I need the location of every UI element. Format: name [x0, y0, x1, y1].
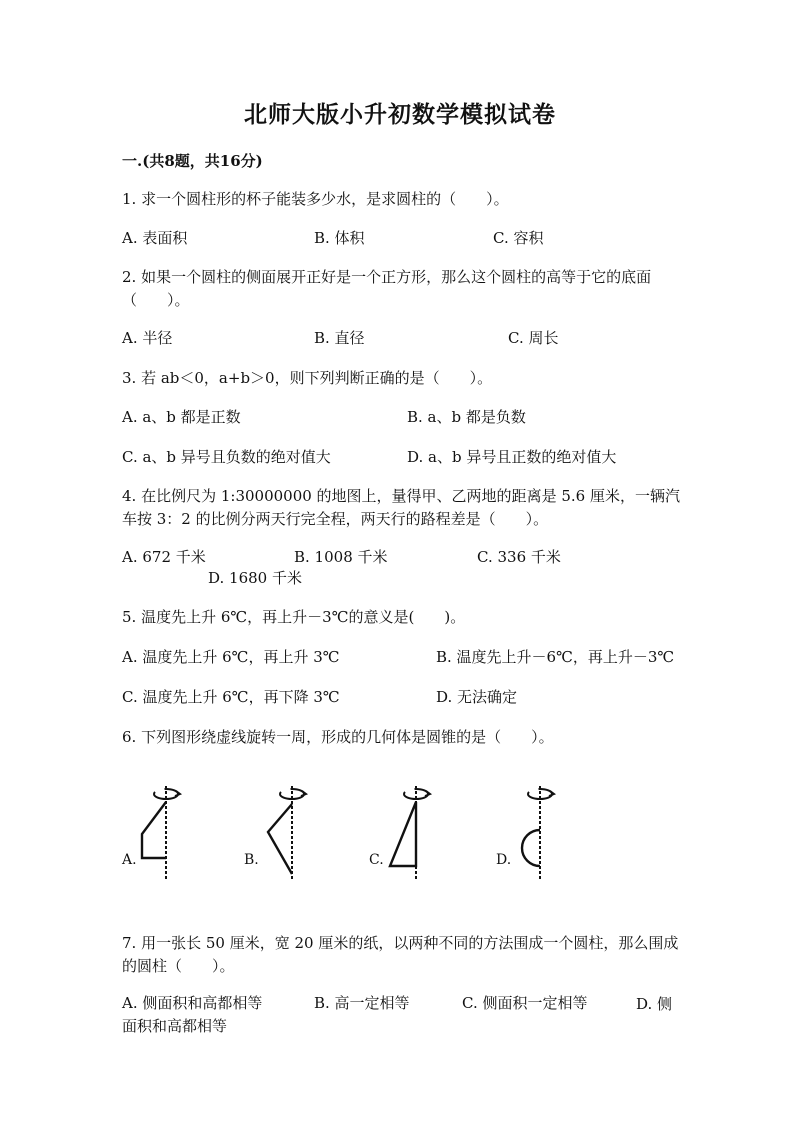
q6-option-a: A. [122, 852, 137, 868]
q2-option-a: A. 半径 [122, 329, 173, 347]
question-7: 7. 用一张长 50 厘米，宽 20 厘米的纸，以两种不同的方法围成一个圆柱，那么围成的圆柱（ ）。 [122, 934, 679, 975]
q1-option-a: A. 表面积 [122, 229, 188, 247]
question-2: 2. 如果一个圆柱的侧面展开正好是一个正方形，那么这个圆柱的高等于它的底面（ ）。 [122, 268, 652, 309]
q5-option-c: C. 温度先上升 6℃，再下降 3℃ [122, 688, 340, 706]
q2-option-c: C. 周长 [508, 329, 559, 347]
q7-option-a: A. 侧面积和高都相等 [122, 994, 263, 1012]
q1-option-c: C. 容积 [493, 229, 544, 247]
q5-option-d: D. 无法确定 [436, 688, 518, 706]
q3-option-d: D. a、b 异号且正数的绝对值大 [407, 448, 617, 466]
q5-option-a: A. 温度先上升 6℃，再上升 3℃ [122, 648, 340, 666]
question-5: 5. 温度先上升 6℃，再上升－3℃的意义是( )。 [122, 608, 466, 626]
q6-option-d: D. [496, 852, 512, 868]
q4-option-a: A. 672 千米 [122, 548, 206, 566]
q6-option-c: C. [369, 852, 384, 868]
question-1: 1. 求一个圆柱形的杯子能装多少水，是求圆柱的（ ）。 [122, 190, 509, 208]
q3-option-b: B. a、b 都是负数 [407, 408, 526, 426]
q7-option-d: D. 侧 面积和高都相等 [122, 995, 673, 1035]
figure-b [262, 782, 312, 882]
page-title: 北师大版小升初数学模拟试卷 [244, 101, 556, 128]
q5-option-b: B. 温度先上升－6℃，再上升－3℃ [436, 648, 675, 666]
q3-option-a: A. a、b 都是正数 [122, 408, 241, 426]
figure-d [510, 782, 560, 882]
q4-option-d: D. 1680 千米 [208, 569, 302, 587]
q2-option-b: B. 直径 [314, 329, 365, 347]
question-6: 6. 下列图形绕虚线旋转一周，形成的几何体是圆锥的是（ ）。 [122, 728, 554, 746]
figure-c [386, 782, 436, 882]
q6-option-b: B. [244, 852, 259, 868]
q7-option-b: B. 高一定相等 [314, 994, 410, 1012]
q1-option-b: B. 体积 [314, 229, 365, 247]
question-3: 3. 若 ab＜0，a+b＞0，则下列判断正确的是（ ）。 [122, 369, 493, 387]
q4-option-b: B. 1008 千米 [294, 548, 388, 566]
question-4: 4. 在比例尺为 1:30000000 的地图上，量得甲、乙两地的距离是 5.6 厘米，一辆汽车按 3：2 的比例分两天行完全程，两天行的路程差是（ ）。 [122, 487, 680, 528]
q3-option-c: C. a、b 异号且负数的绝对值大 [122, 448, 331, 466]
q7-option-c: C. 侧面积一定相等 [462, 994, 588, 1012]
figure-a [136, 782, 186, 882]
section-heading: 一.(共8题，共16分) [122, 152, 263, 170]
q4-option-c: C. 336 千米 [477, 548, 561, 566]
